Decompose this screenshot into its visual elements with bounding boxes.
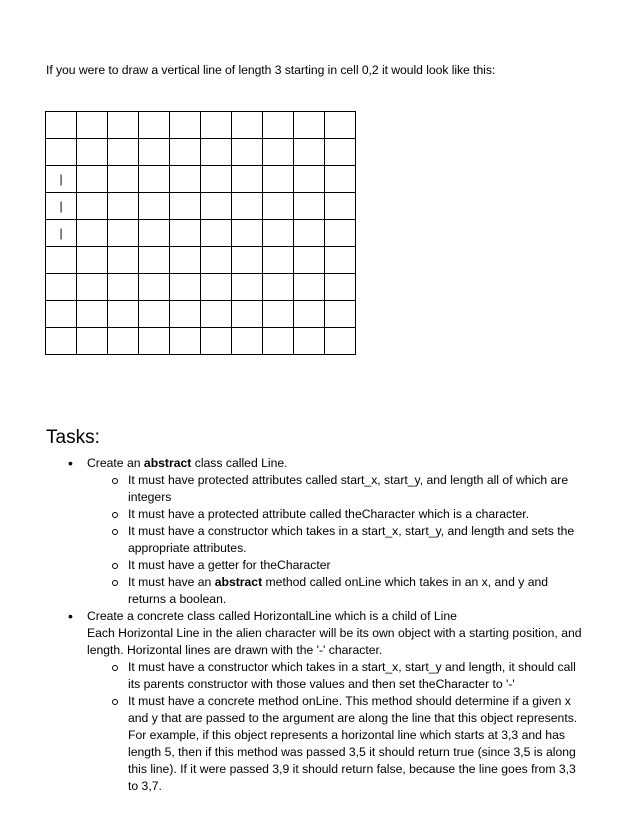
grid-cell [294, 301, 325, 328]
grid-cell [77, 112, 108, 139]
circle-bullet-icon [112, 580, 118, 586]
grid-cell [263, 139, 294, 166]
bullet-icon: • [68, 455, 73, 471]
subtask-item [128, 659, 578, 693]
grid-cell [108, 220, 139, 247]
task-item [68, 608, 587, 625]
grid-cell [232, 274, 263, 301]
grid-cell [46, 274, 77, 301]
grid-row [46, 193, 356, 220]
grid-cell [294, 274, 325, 301]
grid-cell [108, 301, 139, 328]
grid-row [46, 112, 356, 139]
grid-cell [232, 112, 263, 139]
task-description: Each Horizontal Line in the alien character will be its own object with a starting position, and length. Horizontal lines are drawn with the '-' character. [87, 626, 582, 657]
grid-cell [325, 247, 356, 274]
text-run: It must have a protected attribute called theCharacter which is a character. [128, 507, 530, 521]
grid-cell [139, 139, 170, 166]
grid-cell [325, 274, 356, 301]
tasks-list [0, 455, 634, 795]
grid-body [46, 112, 356, 355]
grid-cell [325, 112, 356, 139]
grid-cell [139, 247, 170, 274]
intro-text: If you were to draw a vertical line of length 3 starting in cell 0,2 it would look like this: [46, 63, 496, 77]
grid-cell [232, 166, 263, 193]
grid-cell [77, 274, 108, 301]
grid-cell [77, 301, 108, 328]
example-grid [45, 111, 356, 355]
grid-cell [325, 301, 356, 328]
grid-cell [170, 193, 201, 220]
grid-cell [201, 193, 232, 220]
task-item [68, 455, 587, 472]
tasks-heading: Tasks: [46, 427, 100, 448]
grid-cell [46, 247, 77, 274]
text-run: Create a concrete class called HorizontalLine which is a child of Line [87, 609, 457, 623]
subtask-item [128, 523, 578, 557]
circle-bullet-icon [112, 563, 118, 569]
grid-cell [294, 112, 325, 139]
grid-cell [263, 274, 294, 301]
grid-cell [201, 247, 232, 274]
grid-cell [108, 328, 139, 355]
grid-cell [170, 301, 201, 328]
circle-bullet-icon [112, 699, 118, 705]
grid-cell [108, 112, 139, 139]
grid-cell [46, 112, 77, 139]
grid-cell [46, 328, 77, 355]
grid-cell [325, 139, 356, 166]
text-run: Create an [87, 456, 144, 470]
grid-cell [77, 328, 108, 355]
grid-cell [46, 139, 77, 166]
grid-cell [108, 274, 139, 301]
text-run: class called Line. [191, 456, 288, 470]
grid-cell [201, 166, 232, 193]
grid-row [46, 301, 356, 328]
grid-cell [294, 166, 325, 193]
text-run: It must have a getter for theCharacter [128, 558, 331, 572]
grid-cell [170, 274, 201, 301]
circle-bullet-icon [112, 529, 118, 535]
text-run: method called onLine which takes in an x, and y and returns a boolean. [128, 575, 549, 606]
grid-cell [232, 220, 263, 247]
grid-cell [170, 328, 201, 355]
text-run: It must have a constructor which takes in a start_x, start_y, and length and sets the appropriate attributes. [128, 524, 575, 555]
grid-cell [294, 328, 325, 355]
text-run: It must have a constructor which takes in a start_x, start_y and length, it should call its parents constructor with those values and then set theCharacter to '-' [128, 660, 576, 691]
grid-cell [108, 139, 139, 166]
grid-cell [46, 301, 77, 328]
grid-cell [294, 139, 325, 166]
circle-bullet-icon [112, 665, 118, 671]
grid-cell [108, 166, 139, 193]
text-run: It must have an [128, 575, 215, 589]
text-run: It must have a concrete method onLine. This method should determine if a given x and y that are passed to the argument are along the line that this object represents. For example, if this object represents a horizontal line which starts at 3,3 and has length 5, then if this method was passed 3,5 it should return true (since 3,5 is along this line). If it were passed 3,9 it should return false, because the line goes from 3,3 to 3,7. [128, 694, 578, 793]
grid-cell [139, 166, 170, 193]
grid-row [46, 247, 356, 274]
grid-cell [201, 139, 232, 166]
grid-cell [170, 247, 201, 274]
grid-cell [139, 112, 170, 139]
grid-cell [232, 139, 263, 166]
bullet-icon: • [68, 608, 73, 624]
grid-cell [108, 247, 139, 274]
grid-cell [294, 247, 325, 274]
grid-cell [201, 220, 232, 247]
grid-cell [201, 328, 232, 355]
grid-cell [170, 220, 201, 247]
grid-cell [77, 166, 108, 193]
grid-cell: | [46, 166, 77, 193]
grid-cell [139, 193, 170, 220]
grid-cell [263, 193, 294, 220]
bold-text: abstract [214, 575, 263, 589]
grid-row [46, 139, 356, 166]
grid-cell [77, 220, 108, 247]
grid-cell [232, 247, 263, 274]
grid-cell [294, 220, 325, 247]
subtask-item [128, 574, 578, 608]
subtask-item [128, 506, 578, 523]
grid-cell [170, 166, 201, 193]
grid-cell [201, 112, 232, 139]
grid-cell [325, 328, 356, 355]
grid-cell [201, 274, 232, 301]
grid-cell [263, 166, 294, 193]
grid-cell [325, 166, 356, 193]
grid-cell [170, 139, 201, 166]
grid-cell [108, 193, 139, 220]
subtask-item [128, 557, 578, 574]
grid-cell [263, 112, 294, 139]
grid-cell [77, 193, 108, 220]
grid-cell [77, 139, 108, 166]
bold-text: abstract [143, 456, 192, 470]
grid-cell [139, 274, 170, 301]
subtask-item [128, 693, 578, 795]
grid-cell [139, 301, 170, 328]
circle-bullet-icon [112, 478, 118, 484]
grid-cell [170, 112, 201, 139]
grid-cell: | [46, 193, 77, 220]
grid-row [46, 274, 356, 301]
grid-cell [263, 220, 294, 247]
grid-cell [232, 193, 263, 220]
grid-cell [201, 301, 232, 328]
grid-cell [294, 193, 325, 220]
grid-cell [263, 328, 294, 355]
grid-cell [232, 301, 263, 328]
grid-cell [232, 328, 263, 355]
grid-cell [263, 301, 294, 328]
grid-row [46, 328, 356, 355]
grid-cell [325, 193, 356, 220]
grid-cell [139, 328, 170, 355]
text-run: It must have protected attributes called start_x, start_y, and length all of which are integers [128, 473, 569, 504]
grid-cell [325, 220, 356, 247]
circle-bullet-icon [112, 512, 118, 518]
grid-row [46, 166, 356, 193]
grid-cell: | [46, 220, 77, 247]
grid-cell [77, 247, 108, 274]
grid-cell [263, 247, 294, 274]
grid-cell [139, 220, 170, 247]
subtask-item [128, 472, 578, 506]
grid-row [46, 220, 356, 247]
